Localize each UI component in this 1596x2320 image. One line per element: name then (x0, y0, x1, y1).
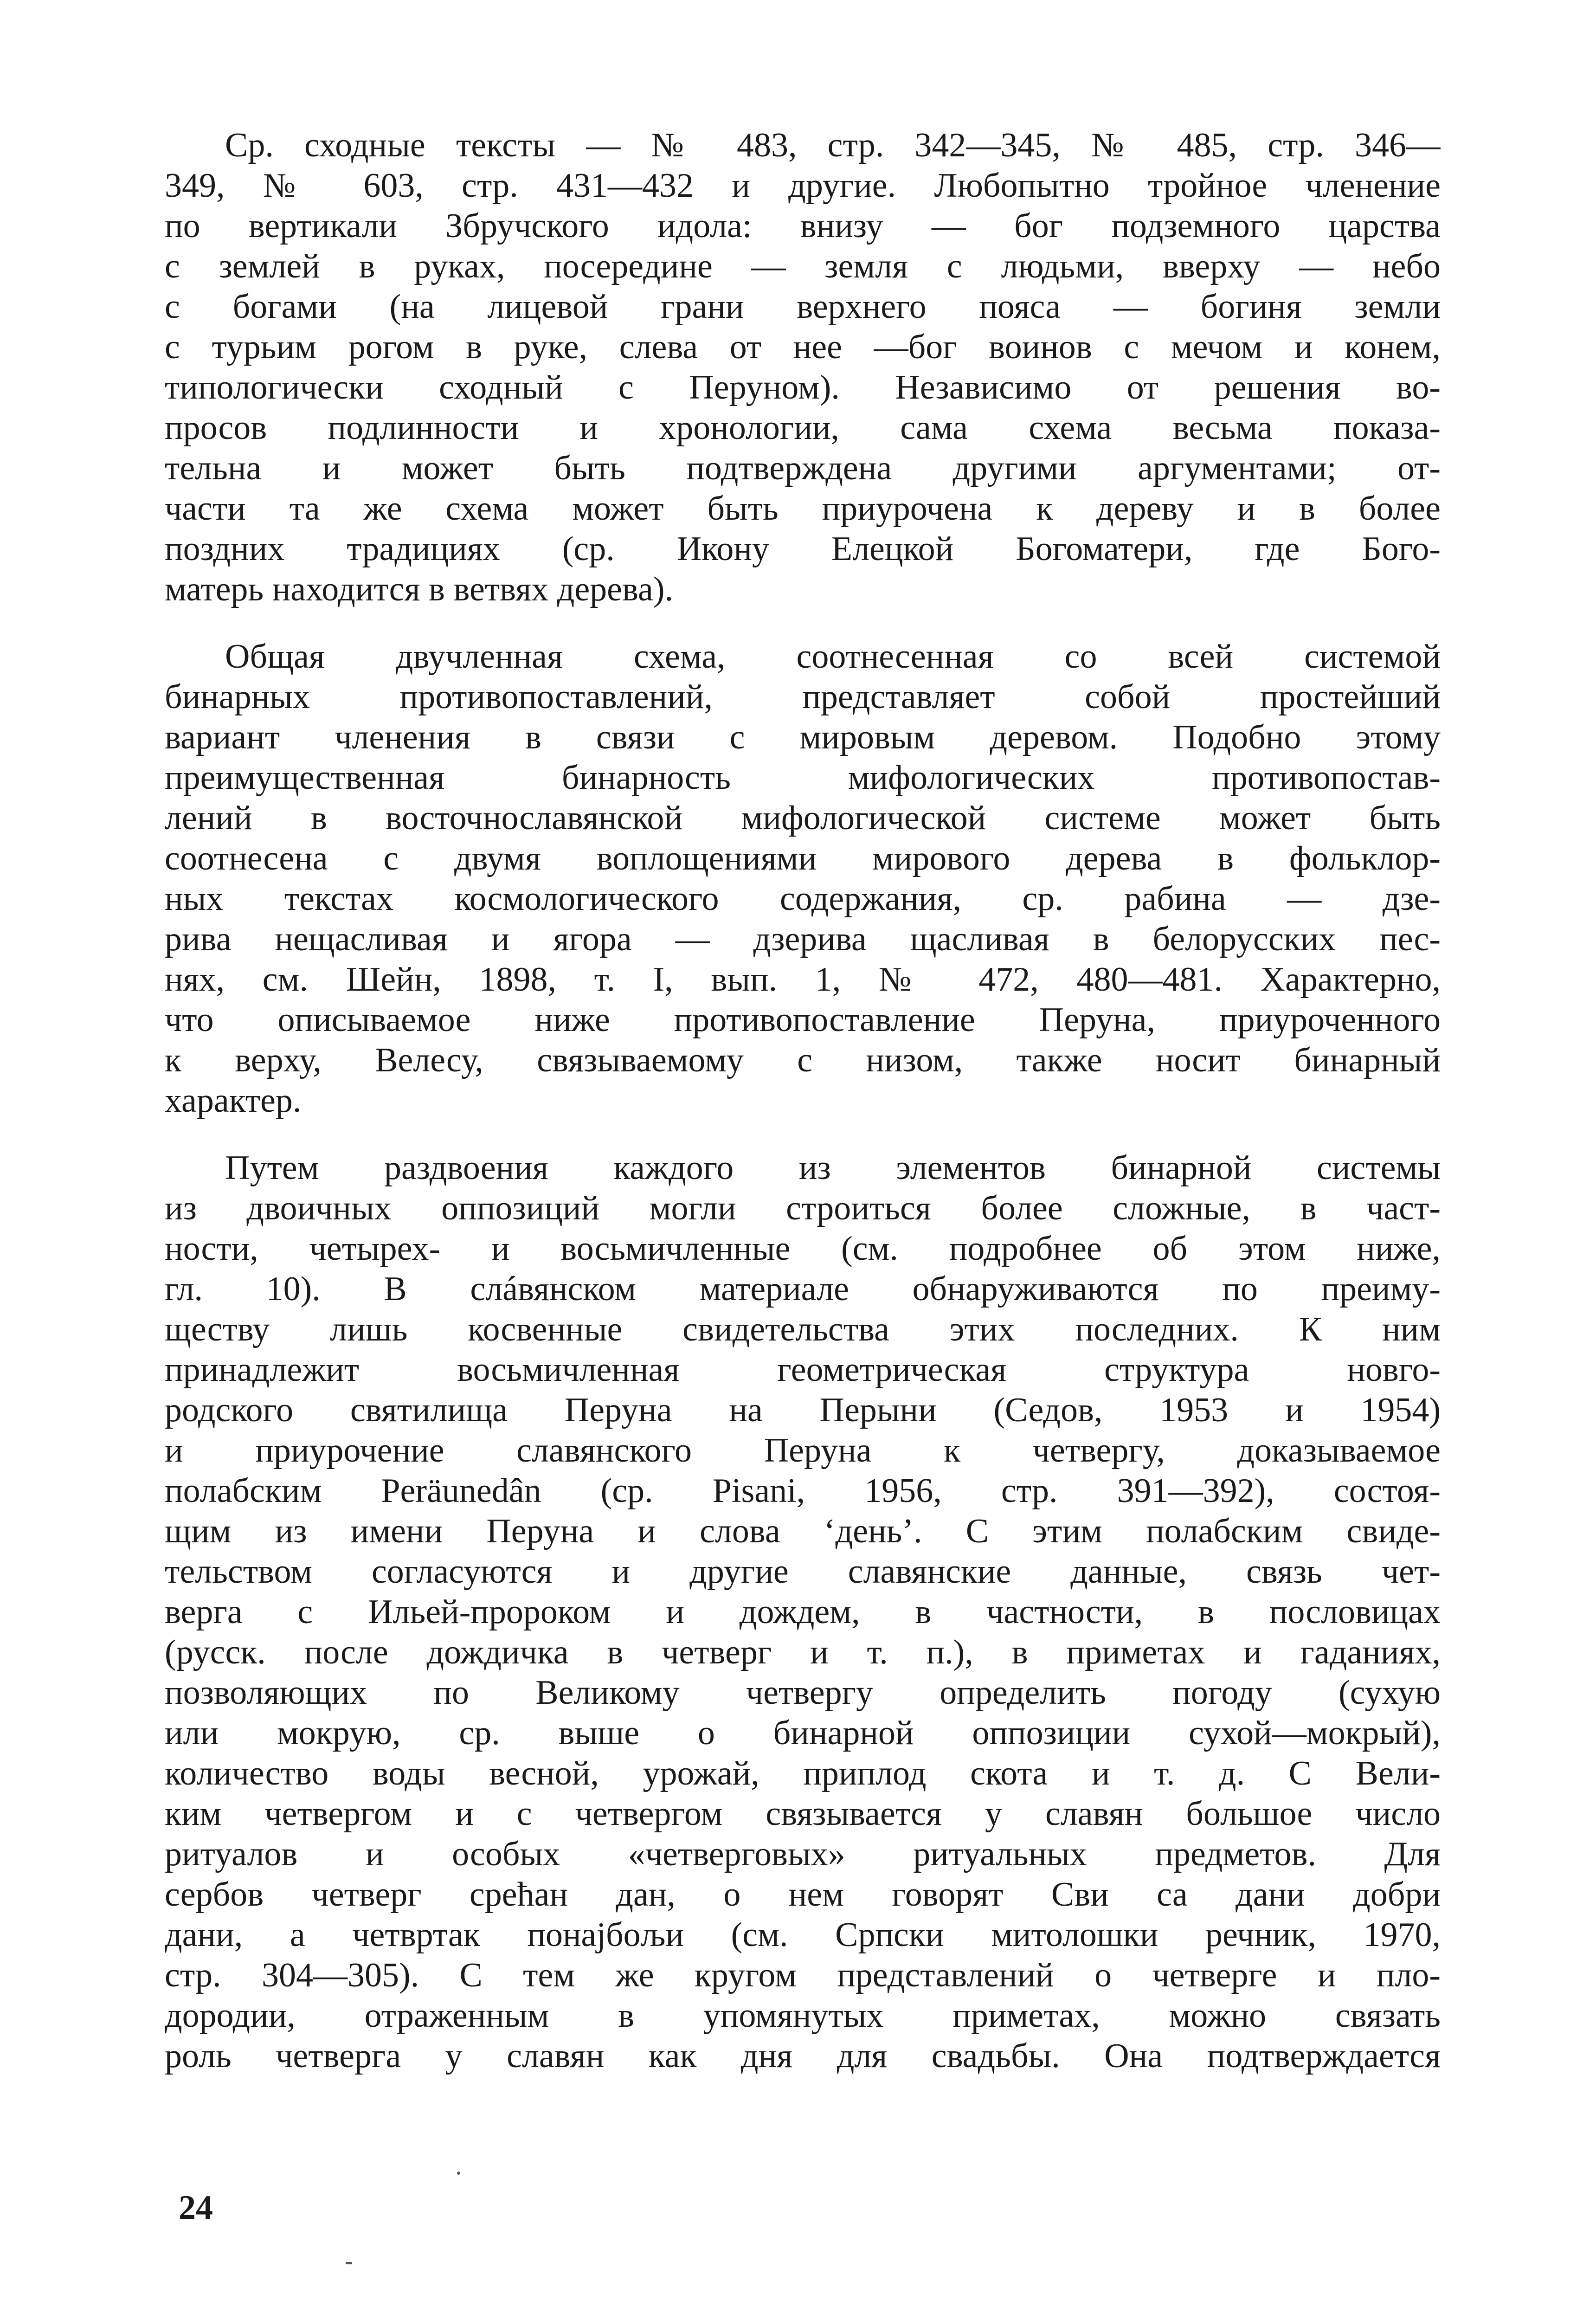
text-line: Общая двучленная схема, соотнесенная со всей системой (225, 638, 1441, 676)
text-line: тельна и может быть подтверждена другими аргументами; от- (165, 449, 1441, 487)
text-line: родского святилища Перуна на Перыни (Седов, 1953 и 1954) (165, 1391, 1441, 1429)
text-line: ким четвергом и с четвергом связывается у славян большое число (165, 1795, 1441, 1833)
text-line: тельством согласуются и другие славянские данные, связь чет- (165, 1553, 1441, 1591)
text-line: с землей в руках, посередине — земля с людьми, вверху — небо (165, 247, 1441, 285)
text-line: дани, а четвртак понајбољи (см. Српски митолошки речник, 1970, (165, 1916, 1441, 1954)
text-line: (русск. после дождичка в четверг и т. п.), в приметах и гаданиях, (165, 1633, 1441, 1671)
text-line: что описываемое ниже противопоставление Перуна, приуроченного (165, 1001, 1441, 1039)
text-line: бинарных противопоставлений, представляет собой простейший (165, 678, 1441, 716)
text-line: из двоичных оппозиций могли строиться более сложные, в част- (165, 1189, 1441, 1227)
text-line: соотнесена с двумя воплощениями мирового дерева в фольклор- (165, 839, 1441, 877)
text-line: дородии, отраженным в упомянутых приметах, можно связать (165, 1997, 1441, 2035)
text-line: преимущественная бинарность мифологических противопостав- (165, 759, 1441, 797)
text-line: лений в восточнославянской мифологической системе может быть (165, 799, 1441, 837)
text-line: к верху, Велесу, связываемому с низом, также носит бинарный (165, 1041, 1441, 1079)
paragraph (165, 1148, 1441, 2076)
text-line: или мокрую, ср. выше о бинарной оппозиции сухой—мокрый), (165, 1714, 1441, 1752)
paragraph (165, 125, 1441, 610)
text-line: полабским Peräunedân (ср. Pisani, 1956, стр. 391—392), состоя- (165, 1472, 1441, 1510)
paragraph-gap (165, 610, 1441, 637)
text-line: характер. (165, 1082, 302, 1120)
text-line: 349, № 603, стр. 431—432 и другие. Любопытно тройное членение (165, 167, 1441, 205)
text-line: сербов четверг срећан дан, о нем говорят Сви са дани добри (165, 1875, 1441, 1914)
text-line: нях, см. Шейн, 1898, т. I, вып. 1, № 472, 480—481. Характерно, (165, 960, 1441, 999)
text-line: Ср. сходные тексты — № 483, стр. 342—345, № 485, стр. 346— (225, 126, 1441, 164)
text-line: по вертикали Збручского идола: внизу — бог подземного царства (165, 207, 1441, 245)
text-line: вариант членения в связи с мировым деревом. Подобно этому (165, 718, 1441, 756)
text-line: стр. 304—305). С тем же кругом представлений о четверге и пло- (165, 1956, 1441, 1994)
text-line: Путем раздвоения каждого из элементов бинарной системы (225, 1149, 1441, 1187)
text-line: матерь находится в ветвях дерева). (165, 570, 673, 608)
text-line: верга с Ильей-пророком и дождем, в частности, в пословицах (165, 1593, 1441, 1631)
text-line: ных текстах космологического содержания, ср. рабина — дзе- (165, 880, 1441, 918)
text-line: количество воды весной, урожай, приплод скота и т. д. С Вели- (165, 1754, 1441, 1792)
text-line: части та же схема может быть приурочена к дереву и в более (165, 490, 1441, 528)
text-line: принадлежит восьмичленная геометрическая структура новго- (165, 1351, 1441, 1389)
print-speck (346, 2262, 352, 2264)
text-line: позволяющих по Великому четвергу определить погоду (сухую (165, 1674, 1441, 1712)
text-line: роль четверга у славян как дня для свадьбы. Она подтверждается (165, 2037, 1441, 2075)
text-line: ности, четырех- и восьмичленные (см. подробнее об этом ниже, (165, 1230, 1441, 1268)
text-line: типологически сходный с Перуном). Независимо от решения во- (165, 368, 1441, 406)
text-line: ритуалов и особых «четверговых» ритуальных предметов. Для (165, 1835, 1441, 1873)
text-line: просов подлинности и хронологии, сама схема весьма показа- (165, 409, 1441, 447)
text-line: и приурочение славянского Перуна к четвергу, доказываемое (165, 1431, 1441, 1469)
text-line: щим из имени Перуна и слова ‘день’. С этим полабским свиде- (165, 1512, 1441, 1550)
print-speck (457, 2172, 460, 2175)
page-number: 24 (179, 2189, 213, 2227)
text-line: ществу лишь косвенные свидетельства этих последних. К ним (165, 1310, 1441, 1348)
paragraph (165, 637, 1441, 1121)
text-line: с богами (на лицевой грани верхнего пояса — богиня земли (165, 288, 1441, 326)
text-line: поздних традициях (ср. Икону Елецкой Богоматери, где Бого- (165, 530, 1441, 568)
text-line: с турьим рогом в руке, слева от нее —бог воинов с мечом и конем, (165, 328, 1441, 366)
body-text (165, 125, 1441, 2076)
text-line: гл. 10). В слáвянском материале обнаруживаются по преиму- (165, 1270, 1441, 1308)
text-line: рива нещасливая и ягора — дзерива щасливая в белорусских пес- (165, 920, 1441, 958)
paragraph-gap (165, 1121, 1441, 1148)
